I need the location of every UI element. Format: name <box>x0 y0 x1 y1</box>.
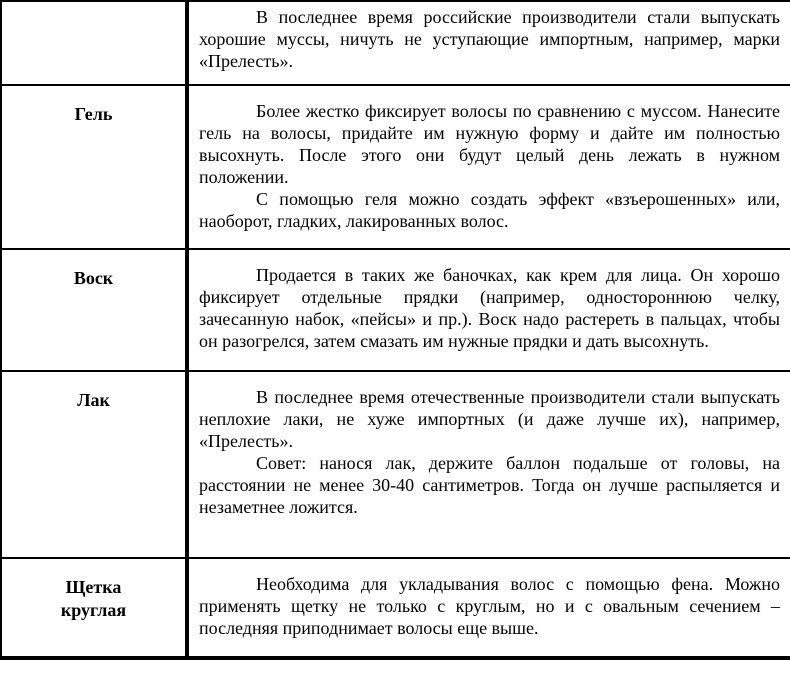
table-row-hairspray <box>1 371 790 558</box>
term-label: Лак <box>77 390 110 410</box>
description-cell-mousse <box>187 1 790 85</box>
table-row-wax <box>1 249 790 371</box>
description-cell-wax <box>187 249 790 371</box>
table-row-gel <box>1 85 790 249</box>
term-cell-gel <box>1 85 187 249</box>
term-label: Гель <box>74 104 113 124</box>
description-paragraph: Более жестко фиксирует волосы по сравнению с муссом. Нанесите гель на волосы, придайте им нужную форму и дайте им полностью высохнуть. После этого они будут целый день лежать в нужном положении. <box>199 101 780 187</box>
table-row-mousse-continuation <box>1 1 790 85</box>
term-cell-wax <box>1 249 187 371</box>
description-cell-gel <box>187 85 790 249</box>
term-cell-round-brush <box>1 558 187 658</box>
term-label: Воск <box>73 268 114 288</box>
description-paragraph: С помощью геля можно создать эффект «взъерошенных» или, наоборот, гладких, лакированных волос. <box>199 189 780 231</box>
description-paragraph: В последнее время отечественные производители стали выпускать неплохие лаки, не хуже импортных (и даже лучше их), например, «Прелесть». <box>199 387 780 451</box>
description-paragraph: Необходима для укладывания волос с помощью фена. Можно применять щетку не только с круглым, но и с овальным сечением – последняя приподнимает волосы еще выше. <box>199 574 780 638</box>
table-row-round-brush <box>1 558 790 658</box>
description-paragraph: Продается в таких же баночках, как крем для лица. Он хорошо фиксирует отдельные прядки (например, одностороннюю челку, зачесанную набок, «пейсы» и пр.). Воск надо растереть в пальцах, чтобы он разогрелся, затем смазать им нужные прядки и дать высохнуть. <box>199 265 780 351</box>
term-cell-hairspray <box>1 371 187 558</box>
description-paragraph: В последнее время российские производители стали выпускать хорошие муссы, ничуть не уступающие импортным, например, марки «Прелесть». <box>199 7 780 71</box>
term-cell-empty <box>1 1 187 85</box>
description-paragraph: Совет: нанося лак, держите баллон подальше от головы, на расстоянии не менее 30-40 сантиметров. Тогда он лучше распыляется и незаметнее ложится. <box>199 453 780 517</box>
description-cell-round-brush <box>187 558 790 658</box>
description-cell-hairspray <box>187 371 790 558</box>
term-label: Щетка круглая <box>60 577 127 620</box>
